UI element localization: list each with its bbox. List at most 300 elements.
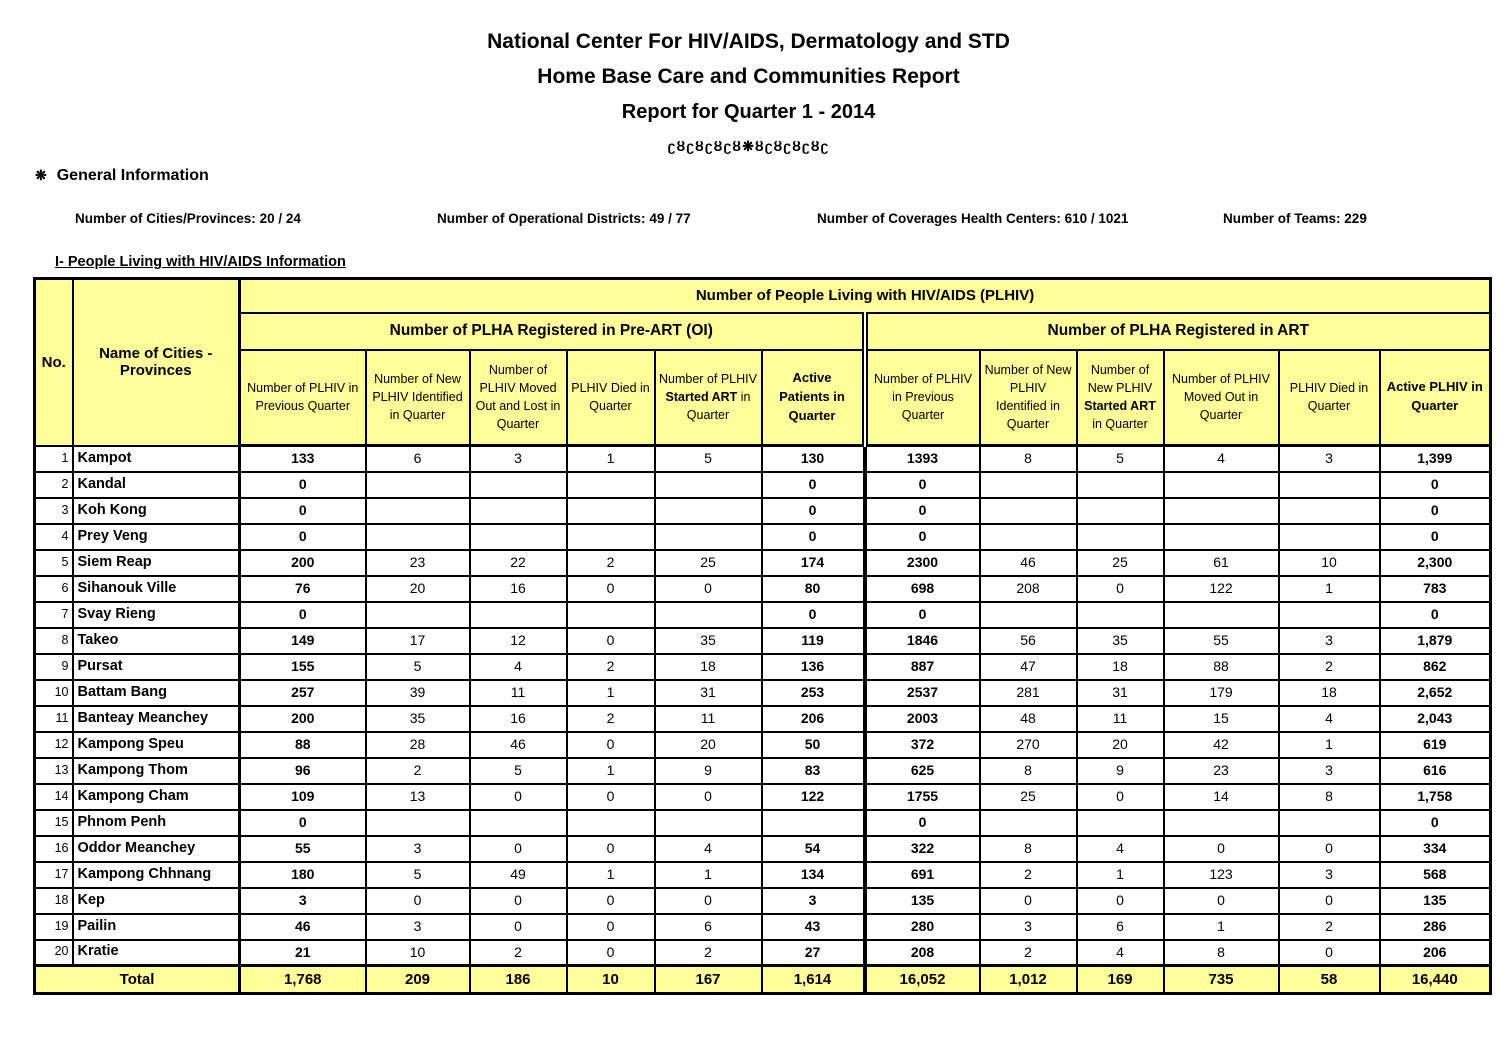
art-value <box>1279 810 1380 836</box>
table-row <box>35 810 1491 836</box>
art-value: 10 <box>1279 550 1380 576</box>
art-value: 0 <box>1279 836 1380 862</box>
preart-value: 130 <box>762 446 865 472</box>
preart-value: 200 <box>240 706 366 732</box>
preart-value: 5 <box>366 862 470 888</box>
preart-value: 0 <box>567 836 655 862</box>
art-value: 3 <box>1279 862 1380 888</box>
preart-value: 83 <box>762 758 865 784</box>
preart-value <box>470 472 567 498</box>
province-name: Kandal <box>73 472 240 498</box>
preart-value <box>655 602 762 628</box>
preart-value: 155 <box>240 654 366 680</box>
art-value: 0 <box>1279 888 1380 914</box>
art-value: 206 <box>1380 940 1491 966</box>
art-value <box>1164 498 1279 524</box>
art-value <box>1077 810 1164 836</box>
province-name: Kep <box>73 888 240 914</box>
art-value: 88 <box>1164 654 1279 680</box>
art-value: 3 <box>1279 758 1380 784</box>
art-value <box>1077 602 1164 628</box>
table-row <box>35 732 1491 758</box>
art-value <box>1077 524 1164 550</box>
art-value: 5 <box>1077 446 1164 472</box>
preart-value: 39 <box>366 680 470 706</box>
preart-value: 0 <box>655 576 762 602</box>
stat-operational-districts: Number of Operational Districts: 49 / 77 <box>437 211 691 226</box>
art-value: 25 <box>1077 550 1164 576</box>
art-value: 0 <box>865 472 980 498</box>
row-number: 5 <box>35 550 73 576</box>
table-row <box>35 888 1491 914</box>
art-value: 1,399 <box>1380 446 1491 472</box>
art-value: 619 <box>1380 732 1491 758</box>
preart-value <box>762 810 865 836</box>
preart-value: 16 <box>470 706 567 732</box>
row-number: 15 <box>35 810 73 836</box>
preart-value: 46 <box>240 914 366 940</box>
preart-value: 206 <box>762 706 865 732</box>
art-value: 8 <box>980 446 1077 472</box>
row-number: 19 <box>35 914 73 940</box>
art-value: 1846 <box>865 628 980 654</box>
art-value: 698 <box>865 576 980 602</box>
preart-value: 133 <box>240 446 366 472</box>
art-value <box>1279 472 1380 498</box>
art-value: 1393 <box>865 446 980 472</box>
row-number: 6 <box>35 576 73 602</box>
art-value <box>1164 810 1279 836</box>
preart-value: 28 <box>366 732 470 758</box>
preart-value: 35 <box>366 706 470 732</box>
col-header-preart-died: PLHIV Died in Quarter <box>567 350 655 446</box>
preart-value: 0 <box>567 940 655 966</box>
table-row <box>35 914 1491 940</box>
art-value: 9 <box>1077 758 1164 784</box>
preart-value <box>366 472 470 498</box>
row-number: 12 <box>35 732 73 758</box>
preart-value: 2 <box>655 940 762 966</box>
total-art-new-started: 169 <box>1077 966 1164 994</box>
art-value: 8 <box>980 758 1077 784</box>
art-value: 322 <box>865 836 980 862</box>
table-row <box>35 498 1491 524</box>
art-value: 0 <box>865 810 980 836</box>
preart-value: 0 <box>655 888 762 914</box>
art-value: 61 <box>1164 550 1279 576</box>
preart-value: 2 <box>366 758 470 784</box>
preart-value: 253 <box>762 680 865 706</box>
preart-value: 2 <box>567 706 655 732</box>
table-row <box>35 862 1491 888</box>
art-value: 6 <box>1077 914 1164 940</box>
table-row <box>35 628 1491 654</box>
preart-value: 6 <box>366 446 470 472</box>
span-header-plhiv: Number of People Living with HIV/AIDS (PLHIV) <box>240 279 1491 313</box>
column-header-no: No. <box>35 279 73 446</box>
total-preart-new-identified: 209 <box>366 966 470 994</box>
total-preart-moved-out-lost: 186 <box>470 966 567 994</box>
total-art-previous: 16,052 <box>865 966 980 994</box>
art-value: 2300 <box>865 550 980 576</box>
art-value <box>1279 524 1380 550</box>
preart-value <box>366 498 470 524</box>
col-header-art-died: PLHIV Died in Quarter <box>1279 350 1380 446</box>
preart-value <box>567 524 655 550</box>
preart-value: 136 <box>762 654 865 680</box>
art-value: 179 <box>1164 680 1279 706</box>
general-info-stats <box>0 211 1497 231</box>
preart-value: 6 <box>655 914 762 940</box>
art-value: 3 <box>1279 446 1380 472</box>
table-row <box>35 524 1491 550</box>
art-value: 0 <box>1077 888 1164 914</box>
table-row <box>35 784 1491 810</box>
preart-value: 2 <box>470 940 567 966</box>
preart-value: 54 <box>762 836 865 862</box>
section-title-plhiv-information: I- People Living with HIV/AIDS Information <box>55 254 346 270</box>
art-value: 270 <box>980 732 1077 758</box>
art-value: 862 <box>1380 654 1491 680</box>
art-value: 0 <box>980 888 1077 914</box>
preart-value <box>655 498 762 524</box>
art-value: 55 <box>1164 628 1279 654</box>
row-number: 1 <box>35 446 73 472</box>
row-number: 9 <box>35 654 73 680</box>
total-preart-active: 1,614 <box>762 966 865 994</box>
preart-value: 0 <box>470 888 567 914</box>
art-value: 2 <box>980 862 1077 888</box>
art-value: 4 <box>1077 836 1164 862</box>
preart-value: 0 <box>567 784 655 810</box>
row-number: 4 <box>35 524 73 550</box>
preart-value: 5 <box>655 446 762 472</box>
preart-value: 0 <box>470 784 567 810</box>
preart-value <box>567 472 655 498</box>
art-value: 691 <box>865 862 980 888</box>
preart-value: 0 <box>240 810 366 836</box>
preart-value: 50 <box>762 732 865 758</box>
preart-value: 1 <box>567 862 655 888</box>
art-value: 135 <box>1380 888 1491 914</box>
art-value: 47 <box>980 654 1077 680</box>
preart-value: 10 <box>366 940 470 966</box>
art-value: 1 <box>1164 914 1279 940</box>
preart-value <box>655 524 762 550</box>
art-value: 122 <box>1164 576 1279 602</box>
col-header-art-new-started: Number of New PLHIV Started ART in Quarter <box>1077 350 1164 446</box>
art-value: 2003 <box>865 706 980 732</box>
preart-value: 16 <box>470 576 567 602</box>
art-value <box>1077 498 1164 524</box>
preart-value: 1 <box>655 862 762 888</box>
preart-value: 11 <box>470 680 567 706</box>
art-value: 1,758 <box>1380 784 1491 810</box>
art-value: 18 <box>1279 680 1380 706</box>
province-name: Oddor Meanchey <box>73 836 240 862</box>
preart-value: 134 <box>762 862 865 888</box>
preart-value: 0 <box>567 576 655 602</box>
table-row <box>35 576 1491 602</box>
art-value: 616 <box>1380 758 1491 784</box>
art-value: 1 <box>1279 576 1380 602</box>
art-value: 4 <box>1164 446 1279 472</box>
report-title-line2: Home Base Care and Communities Report <box>537 65 960 88</box>
art-value: 208 <box>980 576 1077 602</box>
preart-value: 9 <box>655 758 762 784</box>
art-value <box>980 810 1077 836</box>
row-number: 18 <box>35 888 73 914</box>
preart-value <box>366 810 470 836</box>
art-value: 625 <box>865 758 980 784</box>
art-value: 35 <box>1077 628 1164 654</box>
table-row <box>35 550 1491 576</box>
preart-value: 17 <box>366 628 470 654</box>
province-name: Koh Kong <box>73 498 240 524</box>
preart-value: 88 <box>240 732 366 758</box>
group-header-art: Number of PLHA Registered in ART <box>865 313 1491 350</box>
preart-value: 18 <box>655 654 762 680</box>
province-name: Kampong Chhnang <box>73 862 240 888</box>
art-value: 18 <box>1077 654 1164 680</box>
row-number: 7 <box>35 602 73 628</box>
col-header-art-moved-out: Number of PLHIV Moved Out in Quarter <box>1164 350 1279 446</box>
preart-value: 3 <box>366 914 470 940</box>
preart-value <box>366 602 470 628</box>
art-value: 8 <box>980 836 1077 862</box>
province-name: Phnom Penh <box>73 810 240 836</box>
row-number: 11 <box>35 706 73 732</box>
preart-value: 0 <box>762 524 865 550</box>
preart-value <box>470 524 567 550</box>
art-value: 42 <box>1164 732 1279 758</box>
group-header-preart: Number of PLHA Registered in Pre-ART (OI) <box>240 313 865 350</box>
art-value <box>1279 602 1380 628</box>
art-value: 3 <box>980 914 1077 940</box>
art-value <box>1279 498 1380 524</box>
preart-value: 0 <box>240 472 366 498</box>
table-row <box>35 706 1491 732</box>
preart-value: 43 <box>762 914 865 940</box>
row-number: 17 <box>35 862 73 888</box>
total-art-died: 58 <box>1279 966 1380 994</box>
preart-value: 12 <box>470 628 567 654</box>
art-value: 286 <box>1380 914 1491 940</box>
art-value: 48 <box>980 706 1077 732</box>
preart-value: 80 <box>762 576 865 602</box>
art-value <box>980 472 1077 498</box>
art-value: 0 <box>1380 472 1491 498</box>
art-value: 887 <box>865 654 980 680</box>
total-row <box>35 966 1491 994</box>
preart-value: 4 <box>655 836 762 862</box>
total-preart-started-art: 167 <box>655 966 762 994</box>
art-value: 281 <box>980 680 1077 706</box>
art-value: 0 <box>1380 810 1491 836</box>
province-name: Kampong Speu <box>73 732 240 758</box>
art-value: 25 <box>980 784 1077 810</box>
total-art-active: 16,440 <box>1380 966 1491 994</box>
art-value: 1,879 <box>1380 628 1491 654</box>
preart-value: 122 <box>762 784 865 810</box>
art-value: 0 <box>1077 784 1164 810</box>
row-number: 3 <box>35 498 73 524</box>
art-value: 2 <box>1279 914 1380 940</box>
art-value: 14 <box>1164 784 1279 810</box>
province-name: Kampong Cham <box>73 784 240 810</box>
preart-value: 76 <box>240 576 366 602</box>
art-value: 31 <box>1077 680 1164 706</box>
preart-value: 174 <box>762 550 865 576</box>
art-value <box>1164 524 1279 550</box>
col-header-art-new-identified: Number of New PLHIV Identified in Quarter <box>980 350 1077 446</box>
preart-value: 1 <box>567 758 655 784</box>
art-value: 11 <box>1077 706 1164 732</box>
art-value: 8 <box>1279 784 1380 810</box>
preart-value: 3 <box>762 888 865 914</box>
art-value: 8 <box>1164 940 1279 966</box>
preart-value: 0 <box>762 602 865 628</box>
total-label: Total <box>35 966 240 994</box>
table-row <box>35 602 1491 628</box>
col-header-preart-new-identified: Number of New PLHIV Identified in Quarter <box>366 350 470 446</box>
preart-value: 200 <box>240 550 366 576</box>
table-row <box>35 836 1491 862</box>
preart-value <box>366 524 470 550</box>
art-value: 0 <box>1380 602 1491 628</box>
preart-value: 0 <box>240 498 366 524</box>
preart-value <box>567 498 655 524</box>
art-value: 0 <box>1077 576 1164 602</box>
province-name: Pailin <box>73 914 240 940</box>
preart-value: 46 <box>470 732 567 758</box>
preart-value: 22 <box>470 550 567 576</box>
art-value <box>980 524 1077 550</box>
total-preart-died: 10 <box>567 966 655 994</box>
table-row <box>35 680 1491 706</box>
art-value <box>1164 472 1279 498</box>
province-name: Takeo <box>73 628 240 654</box>
table-row <box>35 940 1491 966</box>
preart-value: 119 <box>762 628 865 654</box>
col-header-art-previous: Number of PLHIV in Previous Quarter <box>865 350 980 446</box>
art-value: 0 <box>1380 498 1491 524</box>
col-header-preart-started-art: Number of PLHIV Started ART in Quarter <box>655 350 762 446</box>
col-header-preart-active: Active Patients in Quarter <box>762 350 865 446</box>
art-value: 2,652 <box>1380 680 1491 706</box>
row-number: 14 <box>35 784 73 810</box>
art-value <box>980 498 1077 524</box>
art-value: 2 <box>980 940 1077 966</box>
province-name: Battam Bang <box>73 680 240 706</box>
art-value: 568 <box>1380 862 1491 888</box>
art-value: 0 <box>1164 888 1279 914</box>
province-name: Kratie <box>73 940 240 966</box>
art-value: 0 <box>865 498 980 524</box>
art-value: 1755 <box>865 784 980 810</box>
art-value: 0 <box>1164 836 1279 862</box>
preart-value: 49 <box>470 862 567 888</box>
preart-value: 0 <box>567 732 655 758</box>
province-name: Kampong Thom <box>73 758 240 784</box>
province-name: Sihanouk Ville <box>73 576 240 602</box>
preart-value: 3 <box>470 446 567 472</box>
stat-teams: Number of Teams: 229 <box>1223 211 1367 226</box>
preart-value: 3 <box>240 888 366 914</box>
plhiv-report-table <box>33 277 1492 995</box>
art-value: 135 <box>865 888 980 914</box>
ornament-divider: ʗȣʗȣʗȣʗȣ❋ȣʗȣʗȣʗȣʗ <box>667 138 830 154</box>
preart-value: 5 <box>470 758 567 784</box>
preart-value: 1 <box>567 446 655 472</box>
preart-value: 0 <box>655 784 762 810</box>
province-name: Svay Rieng <box>73 602 240 628</box>
preart-value: 20 <box>366 576 470 602</box>
preart-value: 109 <box>240 784 366 810</box>
preart-value: 2 <box>567 550 655 576</box>
preart-value: 25 <box>655 550 762 576</box>
preart-value: 31 <box>655 680 762 706</box>
table-row <box>35 758 1491 784</box>
star-icon: ❋ <box>35 167 47 183</box>
col-header-art-active: Active PLHIV in Quarter <box>1380 350 1491 446</box>
art-value: 0 <box>865 602 980 628</box>
general-information-label: General Information <box>56 167 209 184</box>
art-value: 208 <box>865 940 980 966</box>
art-value: 56 <box>980 628 1077 654</box>
table-body <box>35 446 1491 966</box>
art-value: 2,300 <box>1380 550 1491 576</box>
preart-value <box>567 602 655 628</box>
preart-value: 0 <box>470 914 567 940</box>
row-number: 8 <box>35 628 73 654</box>
preart-value: 35 <box>655 628 762 654</box>
art-value: 23 <box>1164 758 1279 784</box>
stat-cities-provinces: Number of Cities/Provinces: 20 / 24 <box>75 211 301 226</box>
province-name: Kampot <box>73 446 240 472</box>
art-value: 783 <box>1380 576 1491 602</box>
preart-value: 257 <box>240 680 366 706</box>
preart-value <box>655 472 762 498</box>
total-art-moved-out: 735 <box>1164 966 1279 994</box>
col-header-preart-previous: Number of PLHIV in Previous Quarter <box>240 350 366 446</box>
preart-value: 3 <box>366 836 470 862</box>
stat-health-centers: Number of Coverages Health Centers: 610 / 1021 <box>817 211 1129 226</box>
row-number: 16 <box>35 836 73 862</box>
general-information-heading <box>35 167 209 185</box>
preart-value: 0 <box>240 524 366 550</box>
preart-value: 55 <box>240 836 366 862</box>
report-title-line3: Report for Quarter 1 - 2014 <box>621 101 876 123</box>
province-name: Prey Veng <box>73 524 240 550</box>
province-name: Pursat <box>73 654 240 680</box>
art-value <box>1077 472 1164 498</box>
art-value: 2 <box>1279 654 1380 680</box>
art-value: 1 <box>1279 732 1380 758</box>
preart-value: 0 <box>470 836 567 862</box>
art-value: 15 <box>1164 706 1279 732</box>
art-value: 372 <box>865 732 980 758</box>
art-value: 0 <box>1380 524 1491 550</box>
table-row <box>35 654 1491 680</box>
col-header-preart-moved-out-lost: Number of PLHIV Moved Out and Lost in Quarter <box>470 350 567 446</box>
report-title-line1: National Center For HIV/AIDS, Dermatology and STD <box>487 30 1010 53</box>
row-number: 2 <box>35 472 73 498</box>
art-value: 2,043 <box>1380 706 1491 732</box>
preart-value: 96 <box>240 758 366 784</box>
art-value: 334 <box>1380 836 1491 862</box>
art-value: 0 <box>1279 940 1380 966</box>
